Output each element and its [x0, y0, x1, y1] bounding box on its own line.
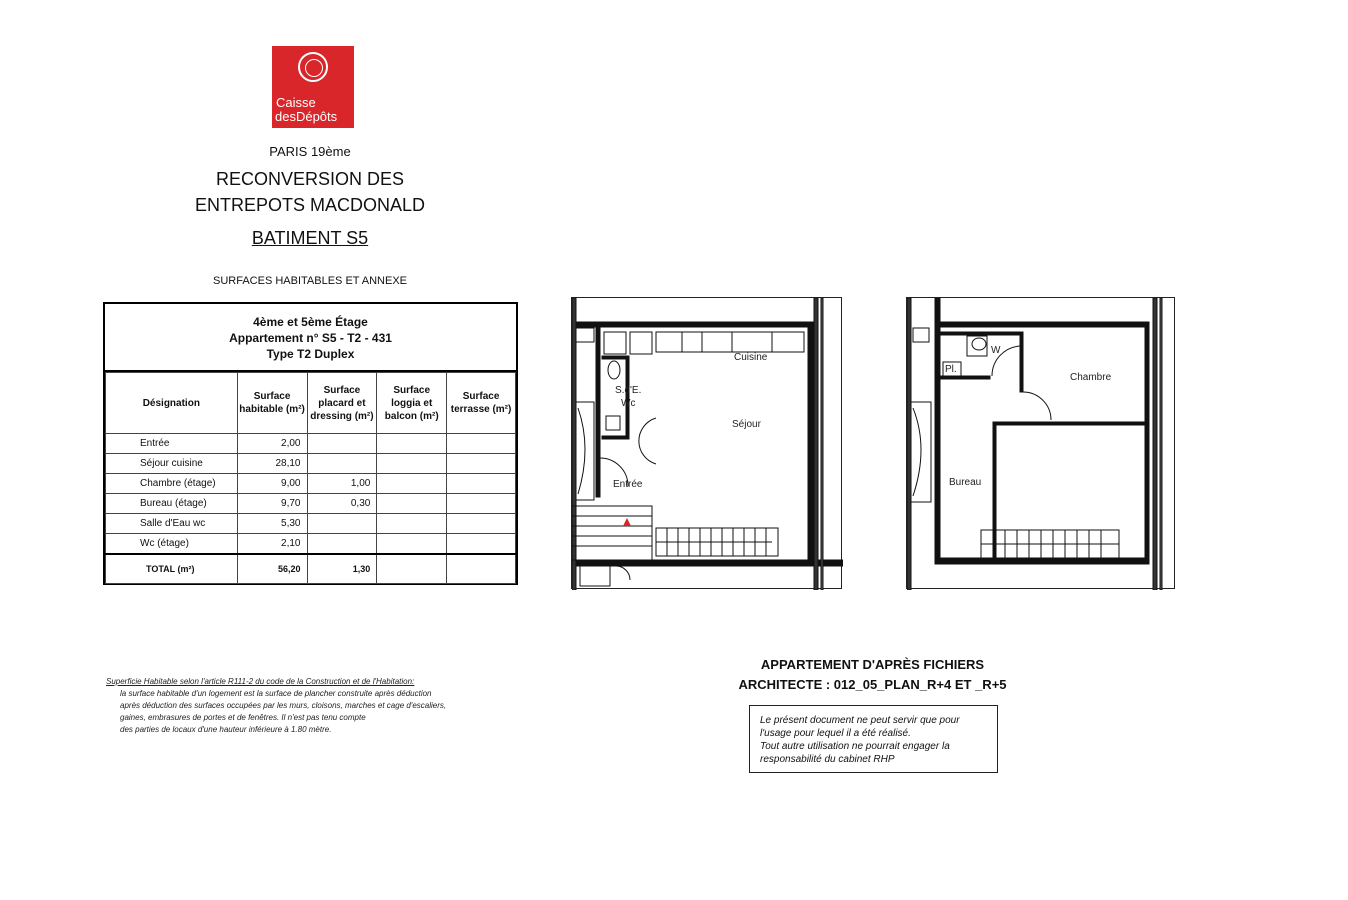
row-loggia [377, 454, 447, 474]
footnote-line: après déduction des surfaces occupées par les murs, cloisons, marches et cage d'escaliers, [120, 701, 447, 710]
row-habitable: 9,70 [237, 494, 307, 514]
surface-footnote [106, 676, 506, 736]
row-placard: 1,00 [307, 474, 377, 494]
table-heading-apartment: Appartement n° S5 - T2 - 431 [229, 331, 392, 345]
row-label: Entrée [106, 434, 238, 454]
footnote-title: Superficie Habitable selon l'article R111-2 du code de la Construction et de l'Habitation: [106, 677, 415, 686]
surfaces-subtitle: SURFACES HABITABLES ET ANNEXE [213, 275, 407, 287]
seal-icon [298, 52, 328, 82]
caisse-des-depots-logo [272, 46, 354, 128]
row-loggia [377, 534, 447, 555]
floor-plan-upper [906, 297, 1175, 589]
disclaimer-line: responsabilité du cabinet RHP [760, 754, 895, 765]
disclaimer-line: l'usage pour lequel il a été réalisé. [760, 728, 911, 739]
row-terrasse [447, 454, 516, 474]
table-row [106, 434, 516, 454]
table-row [106, 474, 516, 494]
total-loggia [377, 554, 447, 584]
floor-plan-lower-drawing [572, 298, 843, 590]
total-label: TOTAL (m²) [106, 554, 238, 584]
table-row [106, 534, 516, 555]
room-label-sde-line1: S.d'E. [615, 385, 642, 396]
row-terrasse [447, 534, 516, 555]
row-habitable: 5,30 [237, 514, 307, 534]
col-terrasse: Surface terrasse (m²) [447, 373, 516, 434]
project-title [150, 166, 470, 218]
disclaimer-line: Tout autre utilisation ne pourrait engager la [760, 741, 950, 752]
row-terrasse [447, 434, 516, 454]
building-label-text: BATIMENT S5 [251, 228, 369, 248]
row-habitable: 2,10 [237, 534, 307, 555]
room-label-entree: Entrée [613, 479, 643, 490]
room-label-wc: W [991, 345, 1001, 356]
row-label: Séjour cuisine [106, 454, 238, 474]
footnote-line: la surface habitable d'un logement est la surface de plancher construite après déduction [120, 689, 432, 698]
room-label-placard: Pl. [945, 364, 957, 375]
architect-source-line1: APPARTEMENT D'APRÈS FICHIERS [760, 657, 985, 672]
total-habitable: 56,20 [237, 554, 307, 584]
row-label: Bureau (étage) [106, 494, 238, 514]
architect-source-line2: ARCHITECTE : 012_05_PLAN_R+4 ET _R+5 [738, 677, 1007, 692]
row-loggia [377, 514, 447, 534]
row-label: Salle d'Eau wc [106, 514, 238, 534]
row-label: Chambre (étage) [106, 474, 238, 494]
table-heading [105, 304, 516, 372]
row-terrasse [447, 474, 516, 494]
table-header-row [106, 373, 516, 434]
col-habitable: Surface habitable (m²) [237, 373, 307, 434]
project-title-line2: ENTREPOTS MACDONALD [194, 195, 426, 215]
logo-text-line1: Caisse [276, 95, 316, 110]
row-loggia [377, 494, 447, 514]
room-label-bureau: Bureau [949, 477, 982, 488]
building-label [210, 228, 410, 249]
table-heading-type: Type T2 Duplex [266, 347, 355, 361]
total-terrasse [447, 554, 516, 584]
surface-grid [105, 372, 516, 584]
table-total-row [106, 554, 516, 584]
row-loggia [377, 434, 447, 454]
col-placard: Surface placard et dressing (m²) [307, 373, 377, 434]
room-label-sde [615, 384, 641, 410]
surface-table [103, 302, 518, 585]
room-label-sejour: Séjour [732, 419, 761, 430]
col-designation: Désignation [106, 373, 238, 434]
architect-source [690, 655, 1055, 695]
col-loggia: Surface loggia et balcon (m²) [377, 373, 447, 434]
row-habitable: 2,00 [237, 434, 307, 454]
total-placard: 1,30 [307, 554, 377, 584]
disclaimer-box [749, 705, 998, 773]
row-terrasse [447, 494, 516, 514]
row-habitable: 9,00 [237, 474, 307, 494]
floor-plan-upper-drawing [907, 298, 1176, 590]
row-label: Wc (étage) [106, 534, 238, 555]
disclaimer-line: Le présent document ne peut servir que pour [760, 715, 960, 726]
room-label-cuisine: Cuisine [734, 352, 768, 363]
row-loggia [377, 474, 447, 494]
floor-plan-lower [571, 297, 842, 589]
row-placard [307, 534, 377, 555]
project-title-line1: RECONVERSION DES [215, 169, 405, 189]
row-placard [307, 514, 377, 534]
table-row [106, 454, 516, 474]
table-row [106, 514, 516, 534]
table-row [106, 494, 516, 514]
row-placard [307, 454, 377, 474]
room-label-chambre: Chambre [1070, 372, 1112, 383]
footnote-line: des parties de locaux d'une hauteur inférieure à 1.80 mètre. [120, 725, 332, 734]
footnote-line: gaines, embrasures de portes et de fenêtres. Il n'est pas tenu compte [120, 713, 366, 722]
row-placard: 0,30 [307, 494, 377, 514]
row-placard [307, 434, 377, 454]
row-terrasse [447, 514, 516, 534]
room-label-sde-line2: Wc [621, 398, 636, 409]
city-label: PARIS 19ème [269, 144, 351, 159]
logo-text-line2: desDépôts [275, 109, 338, 124]
table-heading-floor: 4ème et 5ème Étage [253, 315, 368, 329]
row-habitable: 28,10 [237, 454, 307, 474]
